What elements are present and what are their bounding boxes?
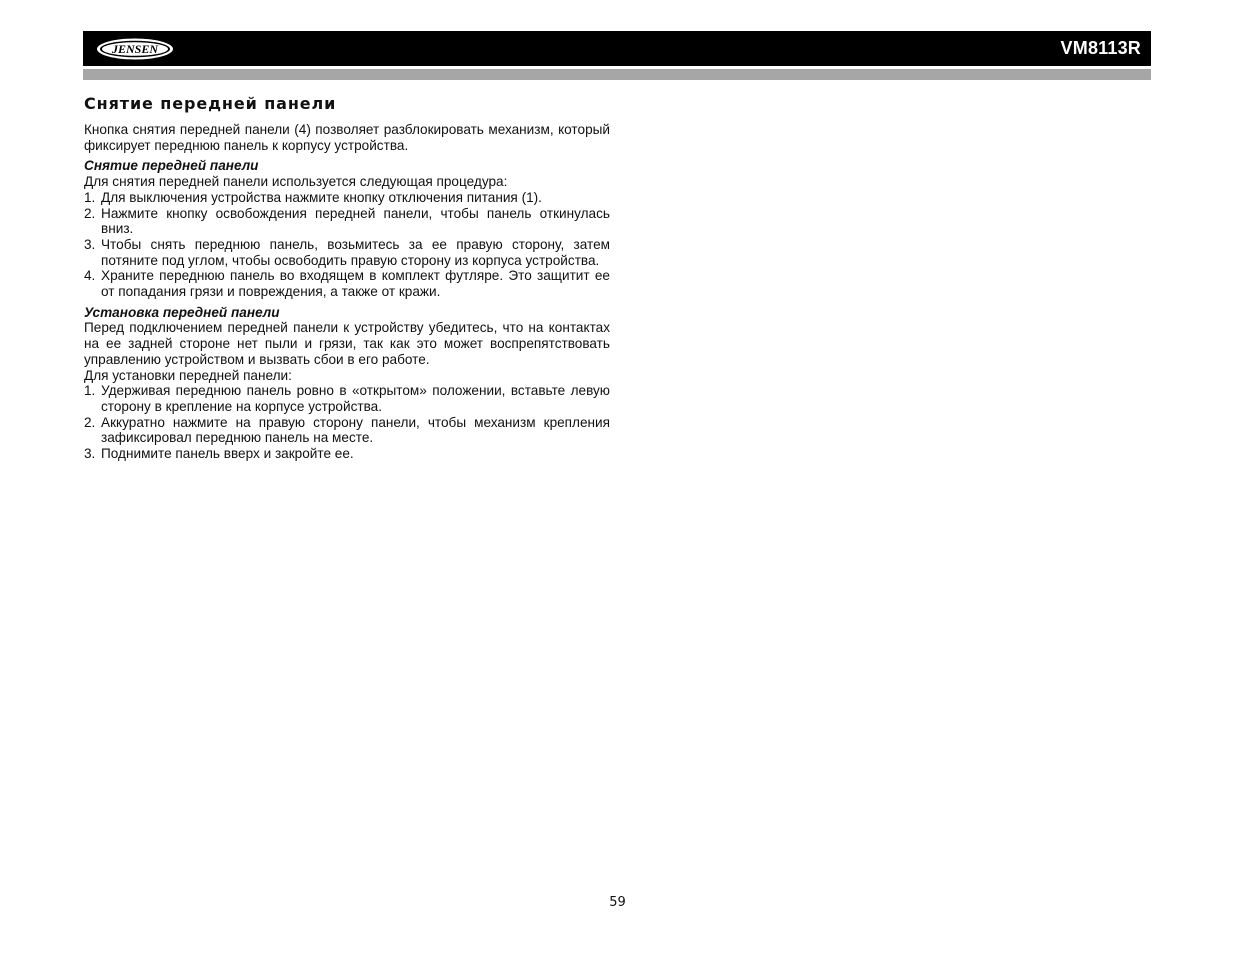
install-steps (84, 383, 610, 462)
removal-subtitle: Снятие передней панели (84, 158, 259, 174)
jensen-logo (95, 37, 175, 61)
list-item (84, 383, 610, 414)
logo-text: JENSEN (111, 42, 159, 56)
list-item (84, 190, 610, 206)
step-text: Чтобы снять переднюю панель, возьмитесь за ее правую сторону, затем потяните под углом, чтобы освободить правую сторону из корпуса устройства. (101, 236, 610, 268)
list-item (84, 268, 610, 299)
removal-steps (84, 190, 610, 300)
step-number: 3. (84, 446, 96, 462)
step-text: Аккуратно нажмите на правую сторону панели, чтобы механизм крепления зафиксировал переднюю панель на месте. (101, 414, 610, 446)
step-text: Поднимите панель вверх и закройте ее. (101, 446, 354, 462)
list-item (84, 206, 610, 237)
removal-lead: Для снятия передней панели используется следующая процедура: (84, 174, 508, 190)
model-name: VM8113R (1060, 38, 1141, 58)
list-item (84, 446, 610, 462)
step-number: 2. (84, 205, 96, 221)
section-title: Снятие передней панели (84, 94, 337, 113)
install-note: Перед подключением передней панели к устройству убедитесь, что на контактах на ее задней стороне нет пыли и грязи, так как это может воспрепятствовать управлению устройством и вызвать сбои в его работе. (84, 320, 610, 367)
step-text: Для выключения устройства нажмите кнопку отключения питания (1). (101, 189, 542, 205)
install-subtitle: Установка передней панели (84, 304, 280, 320)
page-number: 59 (609, 895, 626, 910)
step-text: Нажмите кнопку освобождения передней панели, чтобы панель откинулась вниз. (101, 205, 610, 237)
step-text: Удерживая переднюю панель ровно в «открытом» положении, вставьте левую сторону в крепление на корпусе устройства. (101, 383, 610, 414)
step-text: Храните переднюю панель во входящем в комплект футляре. Это защитит ее от попадания грязи и повреждения, а также от кражи. (101, 268, 610, 300)
main-content (84, 94, 610, 462)
list-item (84, 415, 610, 446)
install-lead: Для установки передней панели: (84, 367, 292, 383)
step-number: 3. (84, 236, 96, 252)
list-item (84, 237, 610, 268)
step-number: 4. (84, 268, 96, 284)
step-number: 2. (84, 414, 96, 430)
intro-paragraph: Кнопка снятия передней панели (4) позволяет разблокировать механизм, который фиксирует переднюю панель к корпусу устройства. (84, 122, 610, 153)
gray-divider-bar (83, 69, 1151, 80)
step-number: 1. (84, 383, 96, 399)
step-number: 1. (84, 189, 96, 205)
header-bar (83, 31, 1151, 66)
